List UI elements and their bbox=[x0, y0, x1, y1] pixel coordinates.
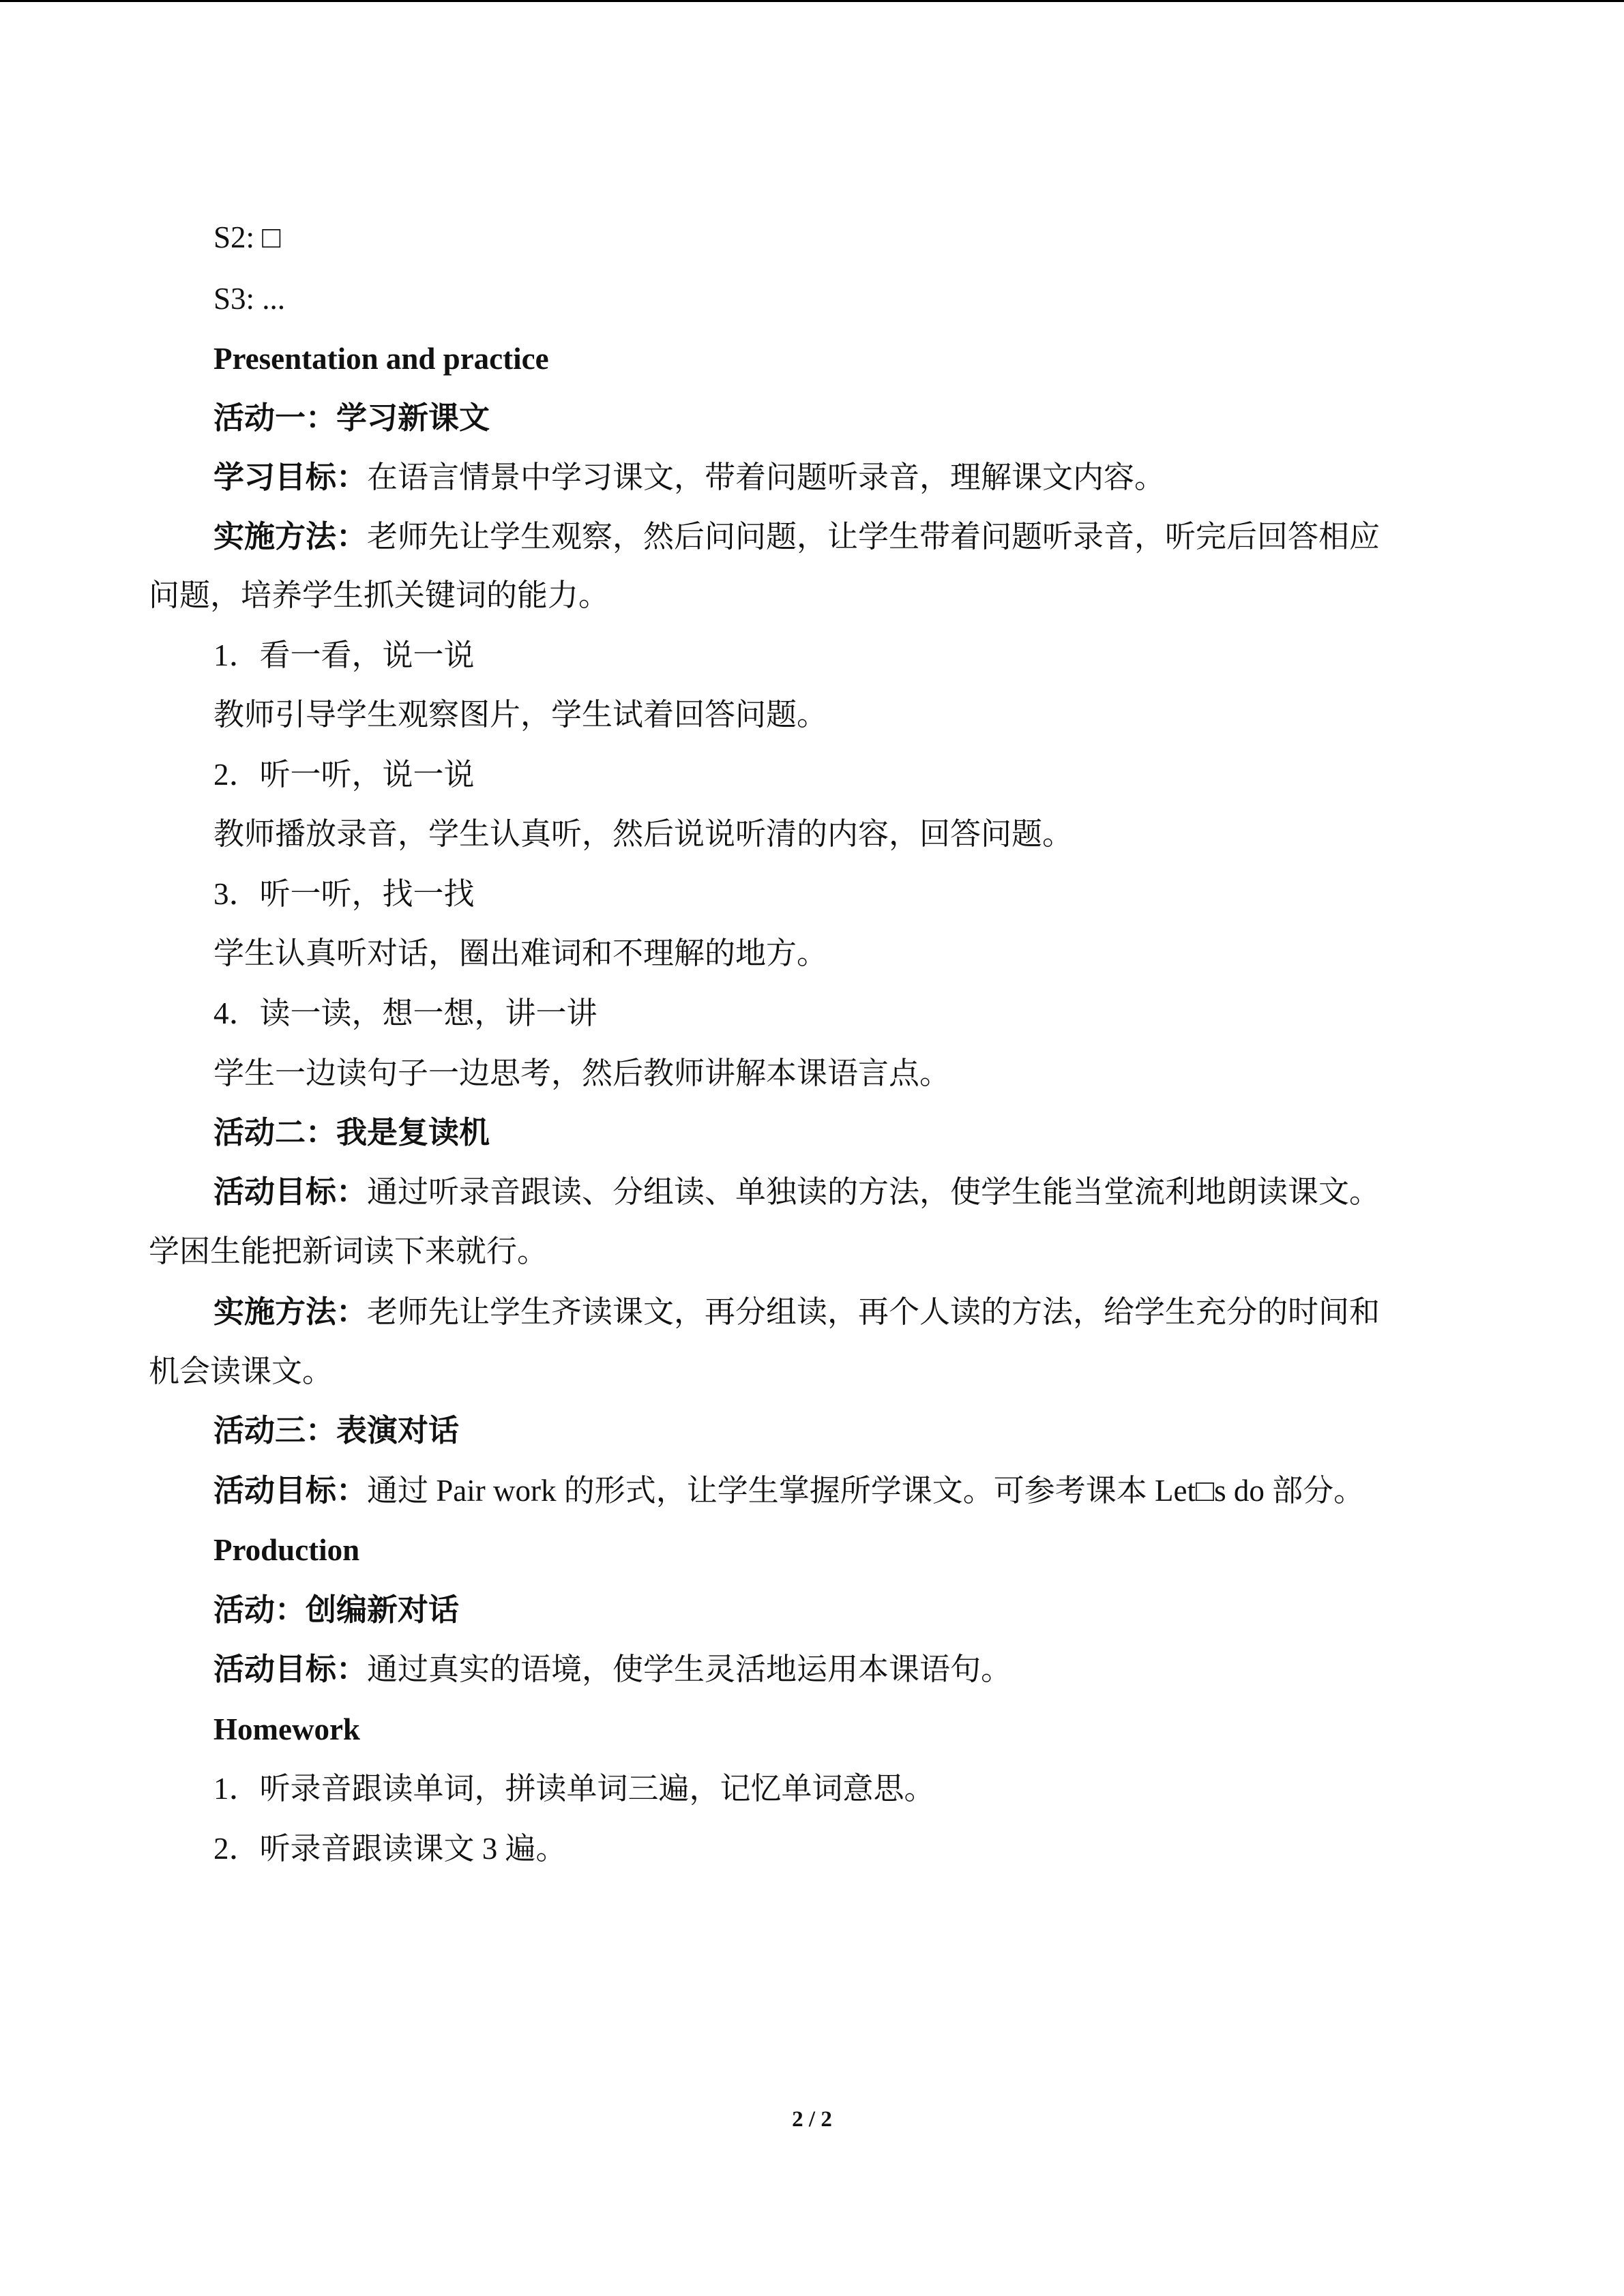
page-top-border bbox=[0, 0, 1624, 2]
activity-3-goal-text: 通过 Pair work 的形式，让学生掌握所学课文。可参考课本 Let□s do 部分。 bbox=[367, 1474, 1365, 1508]
activity-2-method-label: 实施方法： bbox=[213, 1295, 368, 1329]
activity-3-title: 活动三：表演对话 bbox=[213, 1414, 460, 1448]
activity-1-method-text: 老师先让学生观察，然后问问题，让学生带着问题听录音，听完后回答相应 bbox=[367, 520, 1381, 554]
homework-item-2: 2．听录音跟读课文 3 遍。 bbox=[213, 1832, 567, 1866]
step-1-text: 教师引导学生观察图片，学生试着回答问题。 bbox=[213, 698, 828, 732]
section-heading-homework: Homework bbox=[213, 1712, 360, 1746]
activity-4-goal-text: 通过真实的语境，使学生灵活地运用本课语句。 bbox=[367, 1652, 1012, 1686]
activity-4-title: 活动：创编新对话 bbox=[213, 1593, 460, 1627]
activity-1-method bbox=[213, 516, 1380, 557]
dialogue-line-s2: S2: □ bbox=[213, 220, 281, 254]
activity-1-method-label: 实施方法： bbox=[213, 520, 368, 554]
step-3-text: 学生认真听对话，圈出难词和不理解的地方。 bbox=[213, 936, 828, 970]
page-number: 2 / 2 bbox=[792, 2107, 832, 2132]
homework-item-1: 1．听录音跟读单词，拼读单词三遍，记忆单词意思。 bbox=[213, 1772, 935, 1806]
activity-1-goal-text: 在语言情景中学习课文，带着问题听录音，理解课文内容。 bbox=[367, 460, 1166, 494]
step-1-title: 1．看一看，说一说 bbox=[213, 638, 475, 672]
activity-2-method-text: 老师先让学生齐读课文，再分组读，再个人读的方法，给学生充分的时间和 bbox=[367, 1295, 1381, 1329]
step-4-text: 学生一边读句子一边思考，然后教师讲解本课语言点。 bbox=[213, 1056, 951, 1090]
section-heading-production: Production bbox=[213, 1533, 360, 1567]
activity-2-goal-text: 通过听录音跟读、分组读、单独读的方法，使学生能当堂流利地朗读课文。 bbox=[367, 1175, 1381, 1209]
activity-2-title: 活动二：我是复读机 bbox=[213, 1116, 490, 1150]
activity-2-goal-continued: 学困生能把新词读下来就行。 bbox=[149, 1234, 548, 1268]
activity-3-goal-label: 活动目标： bbox=[213, 1474, 368, 1508]
section-heading-presentation: Presentation and practice bbox=[213, 342, 549, 376]
step-4-title: 4．读一读，想一想，讲一讲 bbox=[213, 996, 597, 1030]
step-3-title: 3．听一听，找一找 bbox=[213, 877, 475, 911]
activity-1-goal bbox=[213, 457, 1165, 498]
step-2-text: 教师播放录音，学生认真听，然后说说听清的内容，回答问题。 bbox=[213, 817, 1074, 851]
activity-4-goal-label: 活动目标： bbox=[213, 1652, 368, 1686]
activity-1-goal-label: 学习目标： bbox=[213, 460, 368, 494]
activity-1-title: 活动一：学习新课文 bbox=[213, 401, 490, 435]
step-2-title: 2．听一听，说一说 bbox=[213, 758, 475, 792]
activity-2-method-continued: 机会读课文。 bbox=[149, 1354, 334, 1388]
dialogue-line-s3: S3: ... bbox=[213, 282, 286, 316]
activity-4-goal bbox=[213, 1649, 1012, 1690]
activity-2-goal-label: 活动目标： bbox=[213, 1175, 368, 1209]
activity-1-method-continued: 问题，培养学生抓关键词的能力。 bbox=[149, 578, 610, 612]
activity-2-goal bbox=[213, 1172, 1380, 1212]
activity-3-goal bbox=[213, 1470, 1364, 1511]
activity-2-method bbox=[213, 1292, 1380, 1332]
